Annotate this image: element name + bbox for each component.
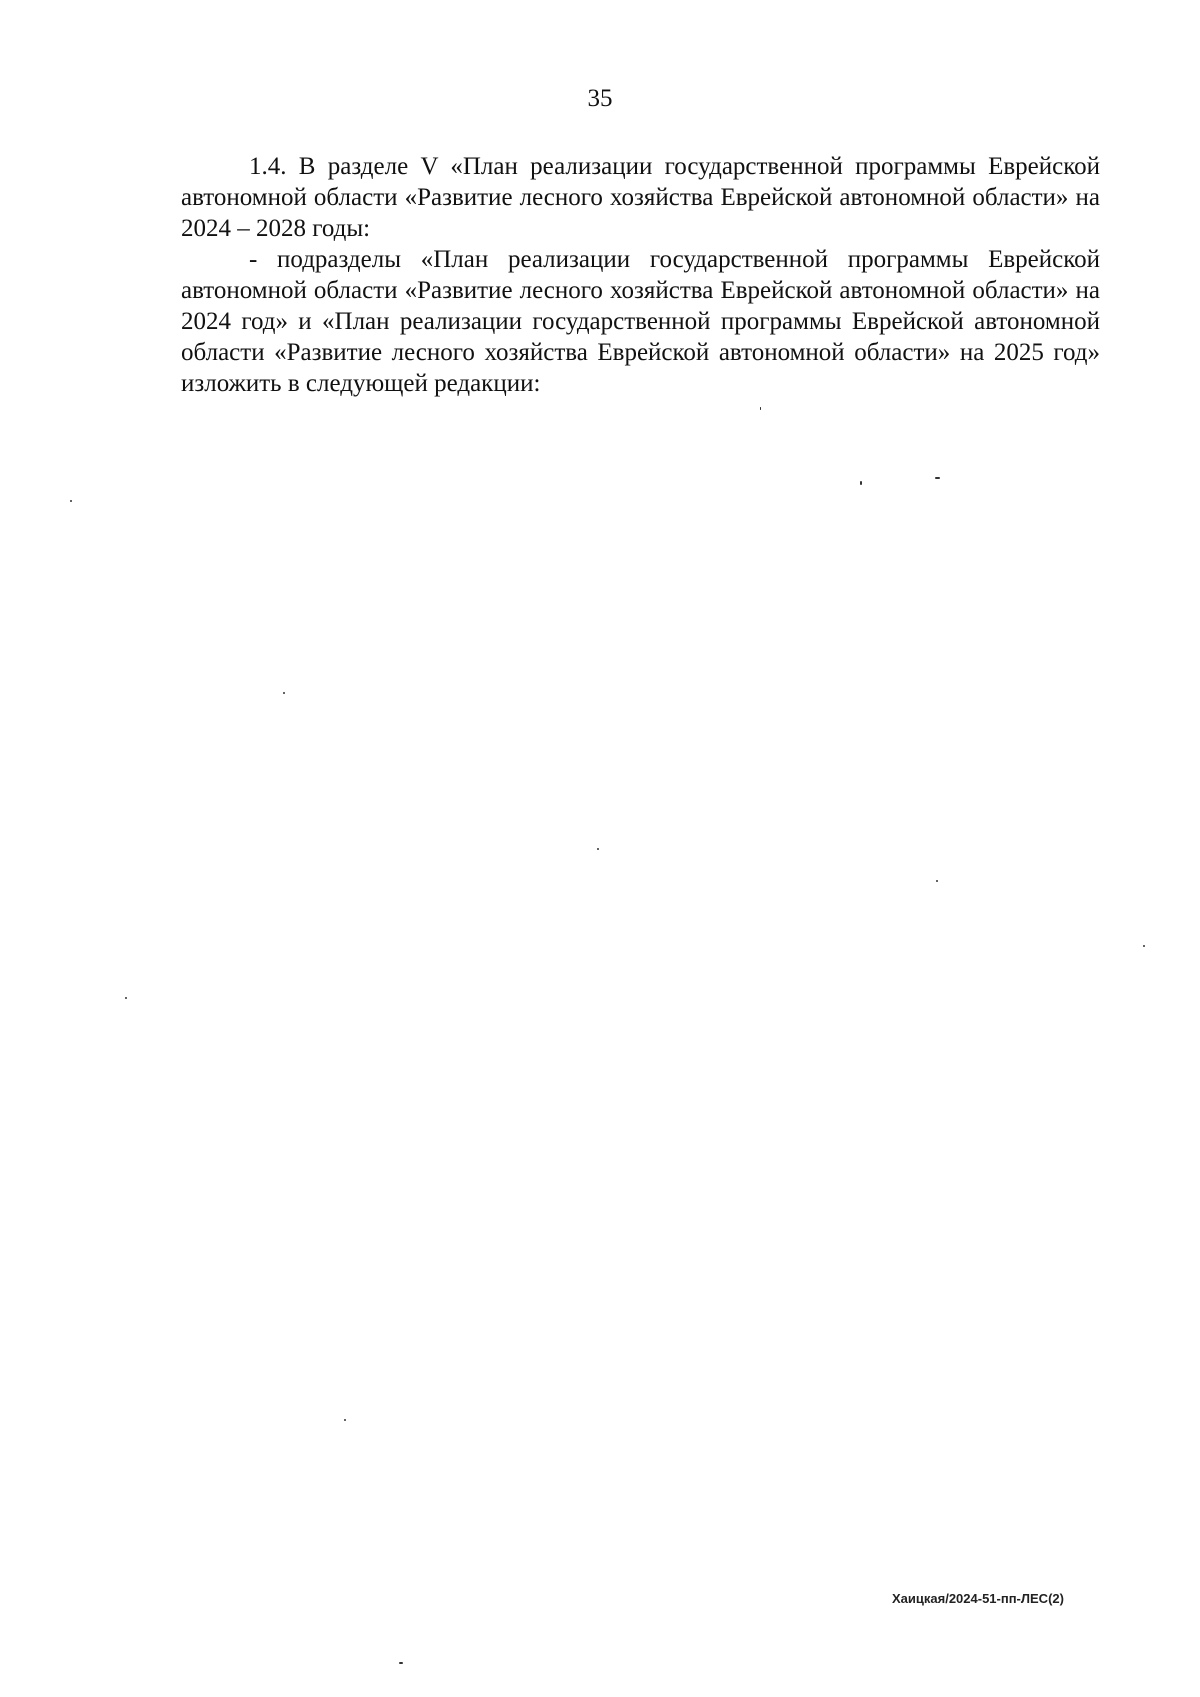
scan-speck <box>935 477 940 479</box>
scan-speck <box>860 481 862 485</box>
scan-speck <box>125 997 127 999</box>
paragraph-subsections-list-item: - подразделы «План реализации государственной программы Еврейской автономной области «Развитие лесного хозяйства Еврейской автономной области» на 2024 год» и «План реализации государственной программы Еврейской автономной области «Развитие лесного хозяйства Еврейской автономной области» на 2025 год» изложить в следующей редакции: <box>181 246 1100 397</box>
scan-speck <box>936 880 938 882</box>
document-body <box>181 151 1100 399</box>
page-number: 35 <box>587 85 613 112</box>
scan-speck <box>1143 945 1145 947</box>
scan-speck <box>344 1419 346 1421</box>
scan-speck <box>399 1662 403 1664</box>
scan-speck <box>70 500 72 502</box>
paragraph-section-amendment: 1.4. В разделе V «План реализации государственной программы Еврейской автономной области «Развитие лесного хозяйства Еврейской автономной области» на 2024 – 2028 годы: <box>181 153 1100 242</box>
scan-speck <box>597 848 599 850</box>
scan-speck <box>760 407 761 410</box>
scan-speck <box>283 692 285 694</box>
document-code: Хаицкая/2024-51-пп-ЛЕС(2) <box>892 1591 1064 1606</box>
